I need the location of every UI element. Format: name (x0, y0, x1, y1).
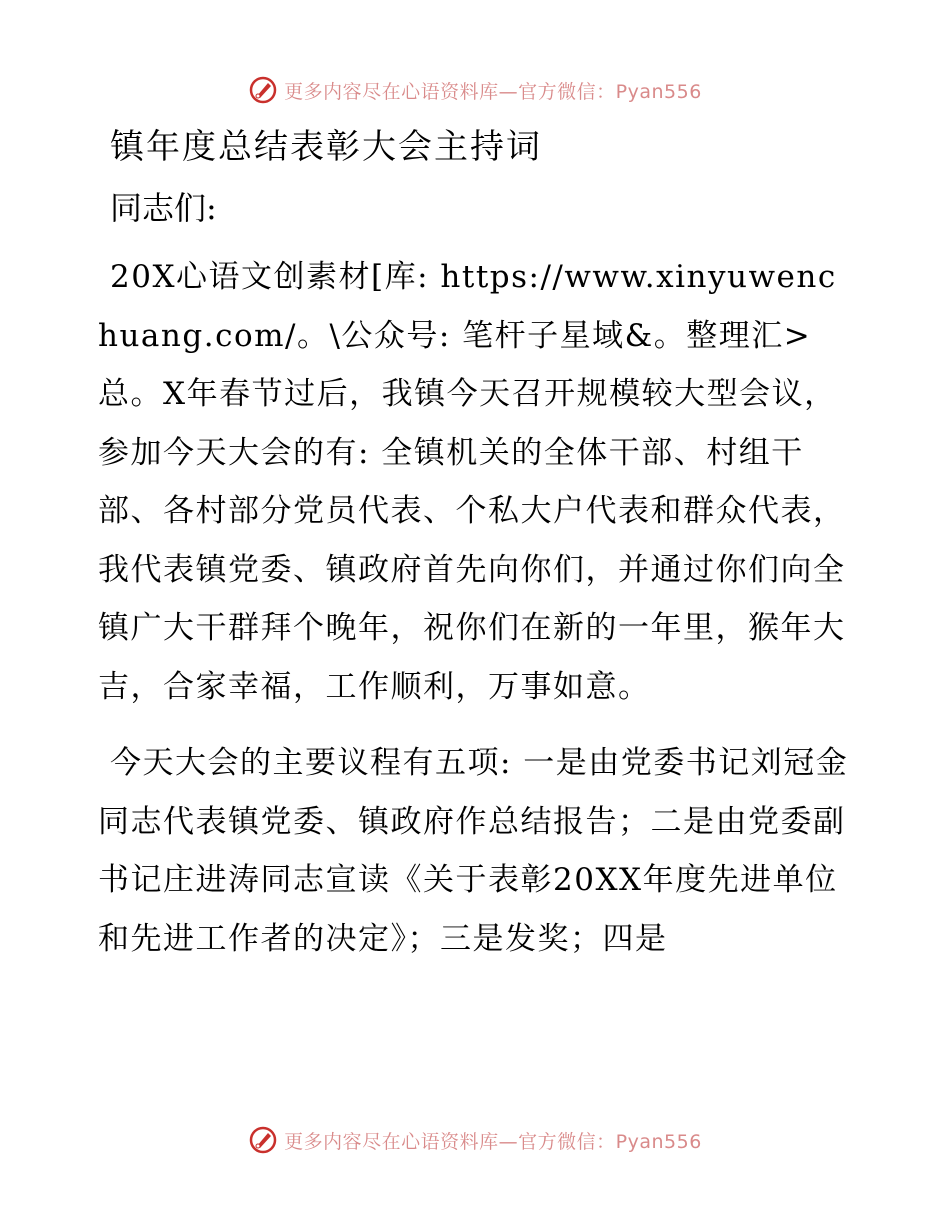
paragraph-1: 20X心语文创素材[库: https://www.xinyuwenchuang.com/。\公众号: 笔杆子星域&。整理汇>总。X年春节过后，我镇今天召开规模较大型会议，参加今天大会的有: 全镇机关的全体干部、村组干部、各村部分党员代表、个私大户代表和群众代表，我代表镇党委、镇政府首先向你们，并通过你们向全镇广大干群拜个晚年，祝你们在新的一年里，猴年大吉，合家幸福，工作顺利，万事如意。 (98, 259, 846, 705)
paragraph-2: 今天大会的主要议程有五项: 一是由党委书记刘冠金同志代表镇党委、镇政府作总结报告；二是由党委副书记庄进涛同志宣读《关于表彰20XX年度先进单位和先进工作者的决定》；三是发奖；四是 (98, 745, 849, 957)
header-watermark-banner (0, 70, 950, 110)
document-body (98, 122, 850, 986)
document-title: 镇年度总结表彰大会主持词 (110, 127, 542, 167)
watermark-text: 更多内容尽在心语资料库—官方微信：Pyan556 (284, 1130, 702, 1153)
pen-circle-icon (248, 1125, 278, 1155)
watermark-text: 更多内容尽在心语资料库—官方微信：Pyan556 (284, 80, 702, 103)
footer-watermark-banner (0, 1120, 950, 1160)
salutation: 同志们: (110, 189, 217, 227)
pen-circle-icon (248, 75, 278, 105)
